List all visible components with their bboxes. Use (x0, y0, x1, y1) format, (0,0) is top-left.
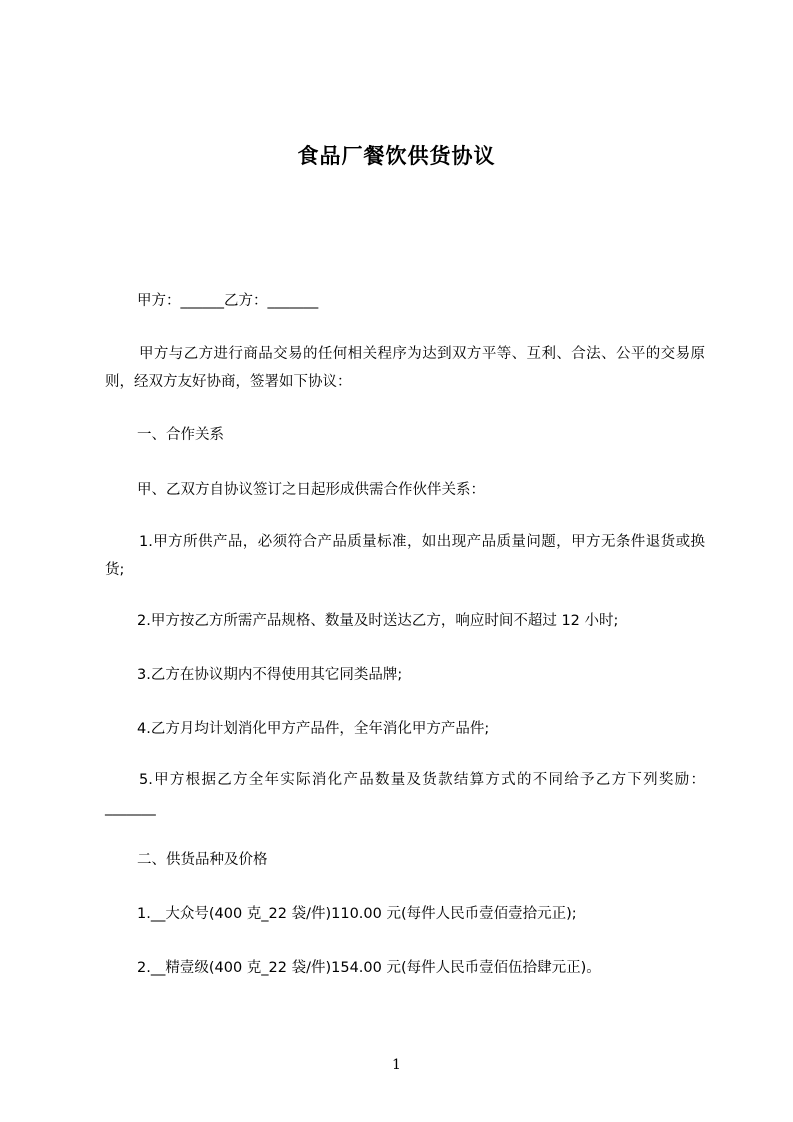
section-1-heading: 一、合作关系 (137, 427, 224, 443)
section-2-heading: 二、供货品种及价格 (137, 852, 268, 868)
section-1-item-5: 5.甲方根据乙方全年实际消化产品数量及货款结算方式的不同给予乙方下列奖励：_______ (105, 772, 705, 816)
section-1-item-1: 1.甲方所供产品，必须符合产品质量标准，如出现产品质量问题，甲方无条件退货或换货; (105, 534, 705, 578)
section-1-item-4: 4.乙方月均计划消化甲方产品件，全年消化甲方产品件; (137, 721, 490, 737)
parties-line: 甲方：______乙方：_______ (137, 293, 319, 309)
section-1-item-3: 3.乙方在协议期内不得使用其它同类品牌; (137, 667, 403, 683)
section-2-item-1: 1.__大众号(400 克_22 袋/件)110.00 元(每件人民币壹佰壹拾元正); (137, 906, 577, 922)
section-1-item-2: 2.甲方按乙方所需产品规格、数量及时送达乙方，响应时间不超过 12 小时; (137, 613, 619, 629)
section-1-lead: 甲、乙双方自协议签订之日起形成供需合作伙伴关系： (137, 482, 485, 498)
intro-paragraph: 甲方与乙方进行商品交易的任何相关程序为达到双方平等、互利、合法、公平的交易原则，经双方友好协商，签署如下协议： (105, 346, 705, 390)
page-number: 1 (392, 1057, 401, 1073)
section-2-item-2: 2.__精壹级(400 克_22 袋/件)154.00 元(每件人民币壹佰伍拾肆元正)。 (137, 960, 601, 976)
document-title: 食品厂餐饮供货协议 (297, 144, 496, 168)
